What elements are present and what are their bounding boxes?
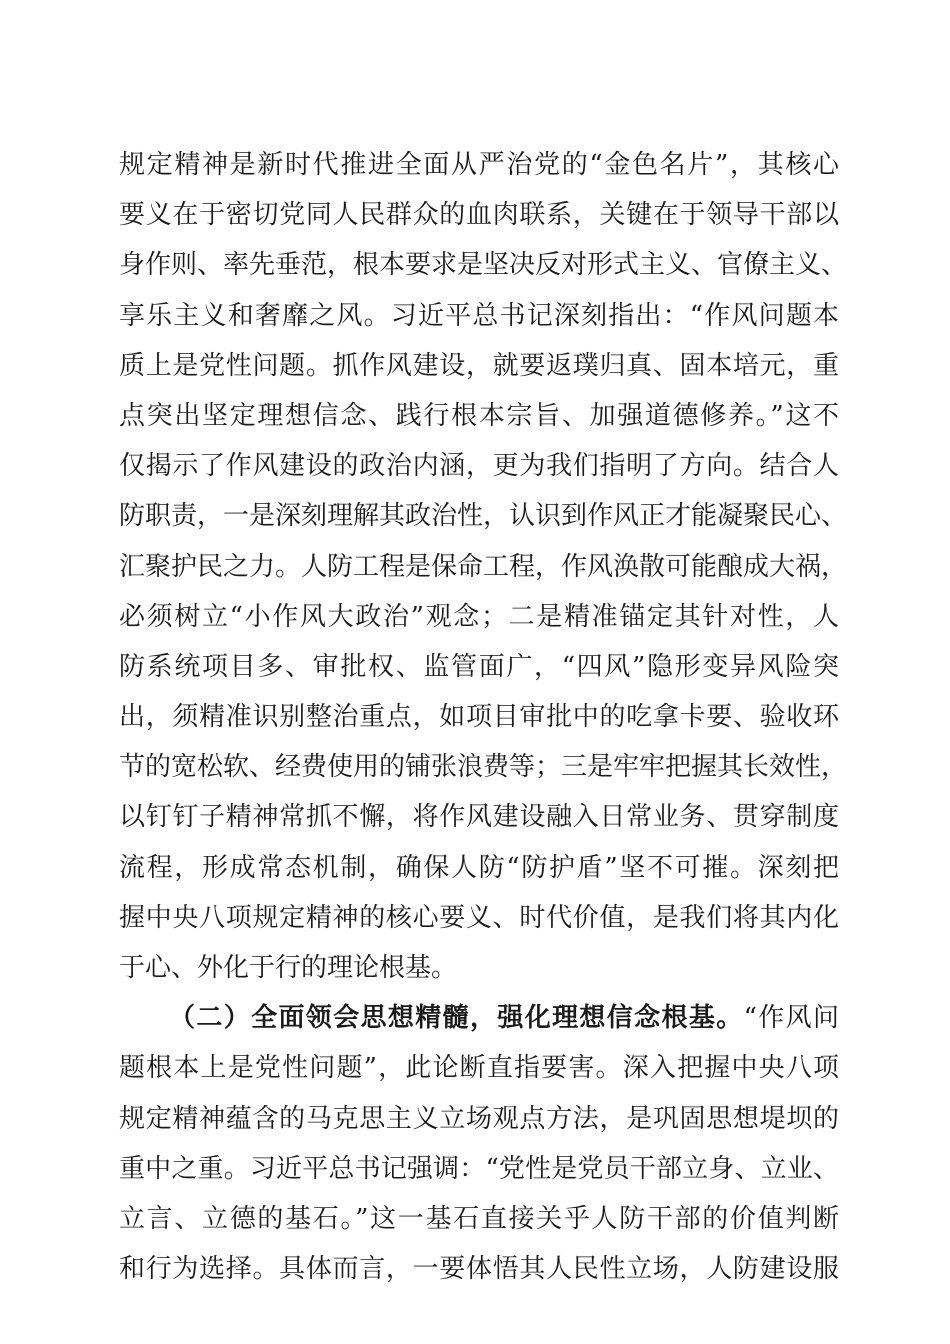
text-line: 身作则、率先垂范，根本要求是坚决反对形式主义、官僚主义、 — [119, 250, 848, 281]
text-line: 享乐主义和奢靡之风。习近平总书记深刻指出：“作风问题本 — [119, 300, 839, 331]
text-line: 质上是党性问题。抓作风建设，就要返璞归真、固本培元，重 — [119, 350, 839, 381]
text-line: 以钉钉子精神常抓不懈，将作风建设融入日常业务、贯穿制度 — [119, 802, 839, 833]
text-line: 出，须精准识别整治重点，如项目审批中的吃拿卡要、验收环 — [119, 702, 839, 733]
text-line: 必须树立“小作风大政治”观念；二是精准锚定其针对性，人 — [119, 601, 839, 632]
text-line: 仅揭示了作风建设的政治内涵，更为我们指明了方向。结合人 — [119, 451, 839, 482]
document-body — [119, 140, 848, 1294]
text-line: 于心、外化于行的理论根基。 — [119, 953, 458, 983]
text-line: 规定精神蕴含的马克思主义立场观点方法，是巩固思想堤坝的 — [119, 1103, 839, 1134]
paragraph-2 — [119, 993, 839, 1294]
text-line: 题根本上是党性问题”，此论断直指要害。深入把握中央八项 — [119, 1053, 839, 1084]
text-line: 点突出坚定理想信念、践行根本宗旨、加强道德修养。”这不 — [119, 400, 839, 431]
text-line: 要义在于密切党同人民群众的血肉联系，关键在于领导干部以 — [119, 200, 839, 231]
heading-line-continuation: “作风问 — [743, 1003, 839, 1034]
text-line: 规定精神是新时代推进全面从严治党的“金色名片”，其核心 — [119, 150, 839, 180]
text-line: 汇聚护民之力。人防工程是保命工程，作风涣散可能酿成大祸， — [119, 551, 848, 582]
text-line: 防系统项目多、审批权、监管面广，“四风”隐形变异风险突 — [119, 651, 839, 682]
text-line: 和行为选择。具体而言，一要体悟其人民性立场，人防建设服 — [119, 1254, 839, 1285]
paragraph-1 — [119, 140, 848, 993]
text-line: 节的宽松软、经费使用的铺张浪费等；三是牢牢把握其长效性， — [119, 752, 848, 783]
section-heading-line — [119, 993, 839, 1043]
text-line: 流程，形成常态机制，确保人防“防护盾”坚不可摧。深刻把 — [119, 852, 839, 883]
text-line: 防职责，一是深刻理解其政治性，认识到作风正才能凝聚民心、 — [119, 501, 848, 532]
text-line: 立言、立德的基石。”这一基石直接关乎人防干部的价值判断 — [119, 1203, 839, 1234]
text-line: 握中央八项规定精神的核心要义、时代价值，是我们将其内化 — [119, 902, 839, 933]
text-line: 重中之重。习近平总书记强调：“党性是党员干部立身、立业、 — [119, 1153, 839, 1184]
section-heading: （二）全面领会思想精髓，强化理想信念根基。 — [169, 1003, 744, 1034]
